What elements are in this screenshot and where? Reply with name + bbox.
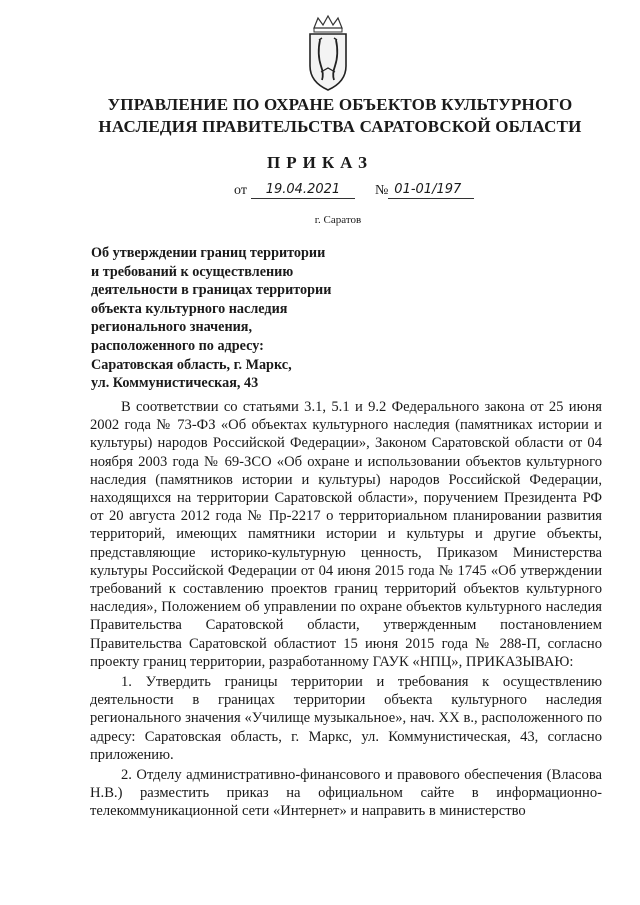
date-prefix: от — [234, 183, 247, 198]
subject-line: расположенного по адресу: — [91, 337, 264, 354]
subject-line: и требований к осуществлению — [91, 263, 294, 280]
document-body — [90, 398, 602, 821]
order-date: 19.04.2021 — [251, 182, 355, 199]
subject-line: Об утверждении границ территории — [91, 245, 326, 261]
subject-block — [91, 244, 391, 393]
document-title: ПРИКАЗ — [267, 153, 373, 172]
city: г. Саратов — [314, 214, 362, 226]
order-date-number — [234, 182, 574, 199]
subject-line: деятельности в границах территории — [91, 282, 332, 299]
saratov-coat-of-arms-icon — [302, 14, 354, 94]
agency-name — [60, 94, 620, 138]
subject-line: Саратовская область, г. Маркс, — [91, 356, 292, 373]
order-number: 01-01/197 — [388, 182, 474, 199]
subject-line: регионального значения, — [91, 319, 253, 336]
item-2-paragraph: 2. Отделу административно-финансового и правового обеспечения (Власова Н.В.) разместить приказ на официальном сайте в информационно-телекоммуникационной сети «Интернет» и направить в министерство — [90, 767, 602, 820]
subject-line: ул. Коммунистическая, 43 — [91, 375, 259, 392]
agency-line-1: УПРАВЛЕНИЕ ПО ОХРАНЕ ОБЪЕКТОВ КУЛЬТУРНОГО — [107, 95, 573, 114]
subject-line: объекта культурного наследия — [91, 300, 288, 317]
agency-line-2: НАСЛЕДИЯ ПРАВИТЕЛЬСТВА САРАТОВСКОЙ ОБЛАСТИ — [98, 117, 582, 136]
preamble-paragraph: В соответствии со статьями 3.1, 5.1 и 9.2 Федерального закона от 25 июня 2002 года № 73-ФЗ «Об объектах культурного наследия (памятниках истории и культуры) народов Российской Федерации», Законом Саратовской области от 04 ноября 2003 года № 69-ЗСО «Об охране и использовании объектов культурного наследия (памятников истории и культуры) народов Российской Федерации, находящихся на территории Саратовской области», поручением Президента РФ от 20 августа 2012 года № Пр-2217 о территориальном планировании развития территорий, имеющих памятники истории и культуры и другие объекты, представляющие историко-культурную ценность, Приказом Министерства культуры Российской Федерации от 04 июня 2015 года № 1745 «Об утверждении требований к составлению проектов границ территорий объектов культурного наследия», Положением об управлении по охране объектов культурного наследия Правительства Саратовской области, утвержденным постановлением Правительства Саратовской областиот 15 июня 2015 года № 288-П, согласно проекту границ территории, разработанному ГАУК «НПЦ», ПРИКАЗЫВАЮ: — [90, 399, 602, 670]
number-prefix: № — [374, 183, 389, 198]
item-1-paragraph: 1. Утвердить границы территории и требования к осуществлению деятельности в границах территории объекта культурного наследия регионального значения «Училище музыкальное», нач. XX в., расположенного по адресу: Саратовская область, г. Маркс, ул. Коммунистическая, 43, согласно приложению. — [90, 674, 602, 763]
